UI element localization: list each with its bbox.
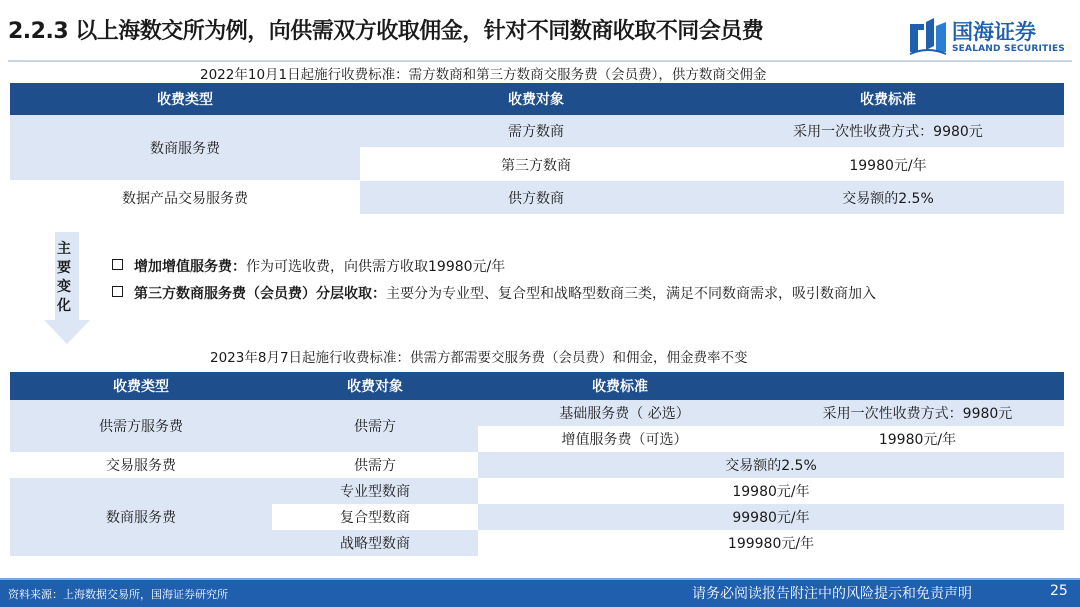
- fee-target-cell: 复合型数商: [272, 504, 478, 530]
- fee-target-cell: 供方数商: [360, 181, 712, 214]
- fee-standard-cell: 19980元/年: [771, 426, 1064, 452]
- header-cell: 收费类型: [10, 83, 360, 115]
- bullet-text: 作为可选收费，向供需方收取19980元/年: [246, 259, 506, 275]
- fee-standard-cell: 交易额的2.5%: [712, 181, 1064, 214]
- disclaimer-text: 请务必阅读报告附注中的风险提示和免责声明: [692, 586, 972, 602]
- fee-sub-cell: 增值服务费（可选）: [478, 426, 771, 452]
- fee-table-2023: [10, 372, 1064, 556]
- logo-text-cn: 国海证券: [952, 20, 1036, 44]
- header-cell: 收费类型: [10, 372, 272, 400]
- label-char: 化: [57, 298, 71, 314]
- header-cell: 收费标准: [712, 83, 1064, 115]
- header-cell: 收费对象: [272, 372, 478, 400]
- bullet-bold: 增加增值服务费：: [134, 259, 246, 275]
- label-char: 要: [57, 260, 71, 276]
- header-cell: 收费对象: [360, 83, 712, 115]
- fee-target-cell: 供需方: [272, 400, 478, 452]
- fee-target-cell: 专业型数商: [272, 478, 478, 504]
- header-cell: 收费标准: [478, 372, 1064, 400]
- fee-type-cell: 数商服务费: [10, 115, 360, 181]
- fee-standard-cell: 199980元/年: [478, 530, 1064, 556]
- fee-target-cell: 需方数商: [360, 115, 712, 148]
- list-item: [112, 281, 876, 308]
- bullet-bold: 第三方数商服务费（会员费）分层收取：: [134, 286, 386, 302]
- label-char: 变: [57, 279, 71, 295]
- table-row: [10, 115, 1064, 148]
- main-changes-label: [57, 240, 75, 316]
- fee-standard-cell: 采用一次性收费方式：9980元: [771, 400, 1064, 426]
- fee-standard-cell: 19980元/年: [712, 148, 1064, 181]
- fee-sub-cell: 基础服务费（ 必选）: [478, 400, 771, 426]
- changes-list: [112, 254, 876, 308]
- fee-table-2022: [10, 83, 1064, 214]
- brand-logo: [906, 14, 1066, 62]
- table-row: [10, 181, 1064, 214]
- page-title: 2.2.3 以上海数交所为例，向供需双方收取佣金，针对不同数商收取不同会员费: [8, 19, 764, 44]
- fee-type-cell: 供需方服务费: [10, 400, 272, 452]
- fee-standard-cell: 采用一次性收费方式：9980元: [712, 115, 1064, 148]
- table-row: [10, 452, 1064, 478]
- label-char: 主: [57, 241, 71, 257]
- table-row: [10, 400, 1064, 426]
- list-item: [112, 254, 876, 281]
- fee-type-cell: 交易服务费: [10, 452, 272, 478]
- bullet-text: 主要分为专业型、复合型和战略型数商三类，满足不同数商需求，吸引数商加入: [386, 286, 876, 302]
- title-divider: [8, 60, 1072, 62]
- source-note: 资料来源：上海数据交易所，国海证券研究所: [8, 588, 228, 601]
- table-row: [10, 478, 1064, 504]
- fee-target-cell: 供需方: [272, 452, 478, 478]
- table-header-row: [10, 372, 1064, 400]
- sealand-logo-mark-icon: [908, 16, 948, 56]
- fee-target-cell: 战略型数商: [272, 530, 478, 556]
- fee-type-cell: 数商服务费: [10, 478, 272, 556]
- fee-standard-cell: 19980元/年: [478, 478, 1064, 504]
- table2-caption: 2023年8月7日起施行收费标准：供需方都需要交服务费（会员费）和佣金，佣金费率不变: [210, 350, 748, 366]
- page-number: 25: [1050, 583, 1068, 599]
- table1-caption: 2022年10月1日起施行收费标准：需方数商和第三方数商交服务费（会员费），供方数商交佣金: [200, 67, 767, 83]
- fee-standard-cell: 交易额的2.5%: [478, 452, 1064, 478]
- fee-standard-cell: 99980元/年: [478, 504, 1064, 530]
- table-header-row: [10, 83, 1064, 115]
- logo-text-en: SEALAND SECURITIES: [952, 44, 1065, 54]
- checkbox-bullet-icon: [112, 286, 123, 297]
- fee-type-cell: 数据产品交易服务费: [10, 181, 360, 214]
- fee-target-cell: 第三方数商: [360, 148, 712, 181]
- checkbox-bullet-icon: [112, 259, 123, 270]
